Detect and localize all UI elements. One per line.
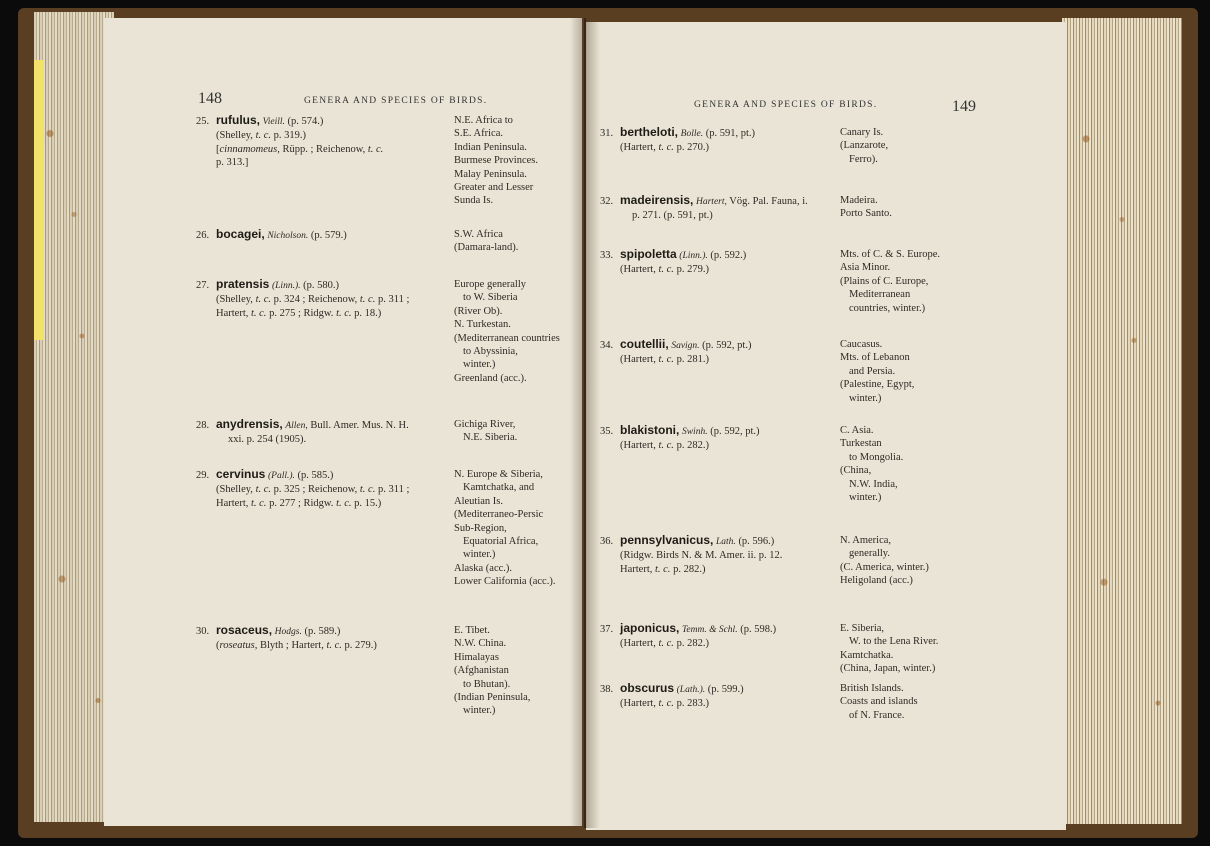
entry-heading-line: [196, 418, 409, 433]
entry-number: 30.: [196, 626, 210, 637]
citation-abbrev: t. c.: [658, 698, 674, 710]
range-line: winter.): [463, 359, 496, 371]
reference-text: (Shelley,: [216, 294, 256, 306]
reference-text: p. 325 ; Reichenow,: [271, 484, 360, 496]
species-name: coutellii,: [620, 337, 669, 351]
species-entry: [196, 468, 409, 510]
range-line: (Plains of C. Europe,: [840, 275, 929, 287]
species-name: bocagei,: [216, 227, 265, 241]
author-name: Vieill.: [262, 117, 285, 127]
range-line: (China, Japan, winter.): [840, 663, 936, 675]
distribution-range: [840, 248, 940, 315]
range-line: Himalayas: [454, 651, 499, 663]
citation-abbrev: cinnamomeus,: [219, 143, 280, 155]
range-line: Mts. of C. & S. Europe.: [840, 249, 941, 260]
reference-text: (Shelley,: [216, 130, 256, 142]
reference-text: (p. 596.): [735, 536, 775, 547]
range-line: Asia Minor.: [840, 262, 891, 274]
author-name: Savign.: [671, 341, 700, 351]
distribution-range: [840, 534, 929, 588]
entry-reference-line: [600, 141, 755, 154]
reference-text: Bull. Amer. Mus. N. H.: [307, 420, 409, 431]
reference-text: (Hartert,: [620, 698, 659, 710]
reference-text: p. 283.): [673, 698, 709, 710]
citation-abbrev: t. c.: [255, 484, 272, 496]
range-line: E. Siberia,: [840, 623, 885, 634]
range-line: Porto Santo.: [840, 208, 892, 220]
entry-reference-line: [600, 563, 782, 576]
citation-abbrev: t. c.: [250, 307, 267, 319]
citation-abbrev: t. c.: [326, 640, 342, 652]
distribution-range: [840, 338, 914, 405]
citation-abbrev: t. c.: [255, 294, 272, 306]
right-page: [586, 22, 1066, 830]
entry-heading-line: [196, 468, 409, 483]
species-name: rosaceus,: [216, 623, 273, 637]
left-page: [104, 18, 582, 826]
entry-number: 32.: [600, 196, 614, 207]
species-name: rufulus,: [216, 113, 260, 127]
range-line: S.W. Africa: [454, 229, 503, 240]
reference-text: (p. 579.): [308, 230, 347, 241]
range-line: N. Turkestan.: [454, 319, 511, 331]
range-line: Canary Is.: [840, 127, 884, 138]
reference-text: p. 270.): [673, 142, 709, 154]
entry-reference-line: [196, 143, 383, 156]
author-name: Swinh.: [681, 427, 708, 437]
range-line: (Indian Peninsula,: [454, 692, 531, 704]
range-line: N.W. China.: [454, 638, 507, 650]
entry-reference-line: [600, 549, 782, 562]
range-line: E. Tibet.: [454, 625, 490, 636]
entry-reference-line: [196, 483, 409, 496]
entry-number: 29.: [196, 470, 210, 481]
page-number: 149: [952, 98, 976, 115]
reference-text: p. 277 ; Ridgw.: [266, 497, 337, 509]
author-name: (Linn.).: [679, 251, 708, 261]
range-line: generally.: [849, 548, 891, 560]
reference-text: p. 319.): [271, 130, 307, 142]
range-line: British Islands.: [840, 683, 904, 694]
entry-number: 28.: [196, 420, 210, 431]
entry-number: 27.: [196, 280, 210, 291]
range-line: (China,: [840, 465, 872, 477]
reference-text: Blyth ; Hartert,: [257, 640, 327, 652]
reference-text: p. 282.): [670, 563, 706, 575]
citation-abbrev: t. c.: [359, 294, 376, 306]
range-line: Europe generally: [454, 279, 527, 290]
range-line: N.E. Africa to: [454, 115, 513, 126]
range-line: Ferro).: [849, 153, 878, 165]
entry-heading-line: [600, 194, 808, 209]
range-line: Heligoland (acc.): [840, 575, 913, 587]
left-page-edges: [34, 12, 114, 822]
entry-heading-line: [196, 228, 347, 243]
range-line: Kamtchatka, and: [463, 482, 535, 494]
species-entry: [600, 194, 808, 223]
entry-number: 34.: [600, 340, 614, 351]
species-entry: [600, 622, 776, 651]
species-name: blakistoni,: [620, 423, 680, 437]
range-line: Madeira.: [840, 195, 878, 206]
running-header: GENERA AND SPECIES OF BIRDS.: [304, 96, 488, 106]
distribution-range: [454, 278, 560, 385]
citation-abbrev: t. c.: [367, 143, 384, 155]
reference-text: (p. 598.): [737, 624, 777, 635]
citation-abbrev: t. c.: [658, 354, 674, 366]
species-name: japonicus,: [620, 621, 680, 635]
entry-reference-line: [196, 639, 377, 652]
range-line: Sub-Region,: [454, 522, 507, 534]
entry-reference-line: [600, 637, 776, 650]
citation-abbrev: t. c.: [250, 497, 267, 509]
citation-abbrev: t. c.: [336, 497, 352, 509]
reference-text: (p. 580.): [300, 280, 339, 291]
entry-heading-line: [600, 248, 746, 263]
reference-text: Hartert,: [216, 307, 251, 319]
range-line: to Abyssinia,: [463, 346, 518, 358]
species-name: cervinus: [216, 467, 266, 481]
range-line: (C. America, winter.): [840, 561, 929, 573]
entry-number: 35.: [600, 426, 614, 437]
entry-number: 36.: [600, 536, 614, 547]
range-line: Mediterranean: [849, 289, 911, 301]
bookmark-strip: [34, 60, 44, 340]
entry-reference-line: [196, 129, 383, 142]
reference-text: (p. 591, pt.): [703, 128, 755, 139]
range-line: (Damara-land).: [454, 242, 519, 254]
species-entry: [196, 418, 409, 447]
range-line: (Palestine, Egypt,: [840, 379, 915, 391]
reference-text: (p. 592, pt.): [699, 340, 752, 351]
species-name: madeirensis,: [620, 193, 694, 207]
reference-text: (p. 574.): [284, 116, 324, 127]
distribution-range: [454, 418, 517, 445]
entry-heading-line: [600, 338, 751, 353]
author-name: (Lath.).: [676, 685, 706, 695]
range-line: (River Ob).: [454, 305, 503, 317]
range-line: to W. Siberia: [463, 292, 518, 304]
species-entry: [196, 624, 377, 653]
citation-abbrev: t. c.: [658, 142, 674, 154]
entry-heading-line: [196, 114, 383, 129]
species-entry: [600, 248, 746, 277]
author-name: Lath.: [716, 537, 736, 547]
range-line: winter.): [463, 549, 496, 561]
reference-text: (p. 592.): [707, 250, 747, 261]
species-entry: [196, 228, 347, 243]
species-entry: [196, 278, 409, 320]
distribution-range: [840, 682, 918, 722]
species-entry: [600, 682, 744, 711]
species-name: bertheloti,: [620, 125, 679, 139]
reference-text: p. 18.): [351, 307, 382, 319]
range-line: Greater and Lesser: [454, 182, 534, 194]
reference-text: (p. 599.): [705, 684, 744, 695]
range-line: (Mediterranean countries: [454, 332, 560, 344]
range-line: Alaska (acc.).: [454, 562, 513, 574]
reference-text: (Hartert,: [620, 354, 659, 366]
reference-text: p. 311 ;: [375, 484, 410, 496]
reference-text: (: [216, 640, 220, 652]
distribution-range: [840, 622, 938, 676]
reference-text: (p. 589.): [301, 626, 341, 637]
range-line: Indian Peninsula.: [454, 141, 527, 153]
entry-heading-line: [600, 126, 755, 141]
citation-abbrev: t. c.: [658, 264, 674, 276]
range-line: Burmese Provinces.: [454, 155, 538, 167]
species-name: spipoletta: [620, 247, 677, 261]
distribution-range: [454, 624, 530, 718]
running-header: GENERA AND SPECIES OF BIRDS.: [694, 100, 878, 110]
reference-text: Hartert,: [620, 563, 655, 575]
range-line: winter.): [849, 392, 882, 404]
citation-abbrev: t. c.: [255, 130, 272, 142]
reference-text: (Hartert,: [620, 638, 659, 650]
range-line: N.E. Siberia.: [463, 432, 518, 444]
reference-text: (Shelley,: [216, 484, 256, 496]
range-line: (Mediterraneo-Persic: [454, 509, 544, 521]
entry-reference-line: [196, 156, 383, 169]
entry-number: 26.: [196, 230, 210, 241]
range-line: Coasts and islands: [840, 696, 918, 708]
range-line: Kamtchatka.: [840, 649, 894, 661]
range-line: winter.): [849, 492, 882, 504]
range-line: C. Asia.: [840, 425, 874, 436]
range-line: Caucasus.: [840, 339, 883, 350]
author-name: (Linn.).: [271, 281, 301, 291]
species-name: pennsylvanicus,: [620, 533, 714, 547]
page-number: 148: [198, 90, 222, 107]
reference-text: [: [216, 143, 220, 155]
author-name: (Pall.).: [267, 471, 295, 481]
entry-reference-line: [196, 293, 409, 306]
range-line: Aleutian Is.: [454, 495, 503, 507]
reference-text: Rüpp. ; Reichenow,: [279, 143, 368, 155]
entry-reference-line: [196, 433, 409, 446]
entry-reference-line: [600, 697, 744, 710]
reference-text: p. 282.): [673, 440, 709, 452]
range-line: to Mongolia.: [849, 451, 904, 463]
reference-text: p. 282.): [673, 638, 709, 650]
author-name: Temm. & Schl.: [681, 625, 738, 635]
range-line: Equatorial Africa,: [463, 536, 539, 548]
entry-number: 33.: [600, 250, 614, 261]
range-line: winter.): [463, 705, 496, 717]
reference-text: p. 313.]: [216, 157, 249, 169]
entry-number: 38.: [600, 684, 614, 695]
reference-text: p. 279.): [341, 640, 377, 652]
citation-abbrev: roseatus,: [219, 640, 258, 652]
reference-text: p. 15.): [351, 497, 382, 509]
range-line: Greenland (acc.).: [454, 372, 527, 384]
entry-number: 37.: [600, 624, 614, 635]
entry-reference-line: [600, 263, 746, 276]
range-line: (Afghanistan: [454, 665, 509, 677]
distribution-range: [454, 468, 555, 589]
range-line: N.W. India,: [849, 478, 898, 490]
entry-heading-line: [196, 624, 377, 639]
entry-reference-line: [196, 497, 409, 510]
species-entry: [600, 534, 782, 576]
citation-abbrev: t. c.: [359, 484, 376, 496]
citation-abbrev: t. c.: [654, 563, 671, 575]
reference-text: p. 275 ; Ridgw.: [266, 307, 337, 319]
reference-text: (Ridgw. Birds N. & M. Amer. ii. p. 12.: [620, 550, 783, 562]
citation-abbrev: t. c.: [336, 307, 352, 319]
reference-text: (Hartert,: [620, 142, 659, 154]
range-line: N. America,: [840, 535, 892, 546]
range-line: countries, winter.): [849, 302, 926, 314]
distribution-range: [454, 114, 538, 208]
entry-heading-line: [600, 424, 760, 439]
author-name: Allen,: [285, 421, 308, 431]
species-entry: [600, 338, 751, 367]
species-entry: [196, 114, 383, 170]
distribution-range: [840, 424, 903, 504]
range-line: Malay Peninsula.: [454, 168, 527, 180]
reference-text: (p. 585.): [294, 470, 334, 481]
reference-text: Hartert,: [216, 497, 251, 509]
range-line: Lower California (acc.).: [454, 576, 556, 588]
entry-reference-line: [196, 307, 409, 320]
species-name: obscurus: [620, 681, 675, 695]
author-name: Bolle.: [680, 129, 704, 139]
entry-reference-line: [600, 209, 808, 222]
reference-text: (Hartert,: [620, 440, 659, 452]
range-line: Mts. of Lebanon: [840, 352, 910, 364]
reference-text: (p. 592, pt.): [707, 426, 760, 437]
reference-text: xxi. p. 254 (1905).: [228, 434, 307, 446]
entry-heading-line: [196, 278, 409, 293]
entry-reference-line: [600, 439, 760, 452]
range-line: Gichiga River,: [454, 419, 516, 430]
author-name: Hartert,: [696, 197, 727, 207]
species-entry: [600, 126, 755, 155]
reference-text: p. 279.): [673, 264, 709, 276]
species-entry: [600, 424, 760, 453]
species-name: anydrensis,: [216, 417, 283, 431]
book-gutter: [570, 18, 600, 828]
entry-heading-line: [600, 534, 782, 549]
distribution-range: [840, 126, 888, 166]
reference-text: p. 281.): [673, 354, 709, 366]
reference-text: Vög. Pal. Fauna, i.: [726, 196, 808, 207]
author-name: Hodgs.: [274, 627, 302, 637]
entry-number: 31.: [600, 128, 614, 139]
range-line: of N. France.: [849, 709, 905, 721]
range-line: and Persia.: [849, 365, 896, 377]
distribution-range: [454, 228, 518, 255]
citation-abbrev: t. c.: [658, 638, 674, 650]
range-line: to Bhutan).: [463, 678, 511, 690]
entry-number: 25.: [196, 116, 210, 127]
range-line: Sunda Is.: [454, 195, 494, 207]
reference-text: (Hartert,: [620, 264, 659, 276]
range-line: W. to the Lena River.: [849, 636, 939, 648]
distribution-range: [840, 194, 892, 221]
range-line: S.E. Africa.: [454, 128, 503, 140]
citation-abbrev: t. c.: [658, 440, 674, 452]
reference-text: p. 311 ;: [375, 294, 410, 306]
range-line: N. Europe & Siberia,: [454, 469, 543, 480]
reference-text: p. 271. (p. 591, pt.): [632, 210, 713, 222]
species-name: pratensis: [216, 277, 270, 291]
entry-heading-line: [600, 682, 744, 697]
right-page-edges: [1062, 18, 1182, 824]
author-name: Nicholson.: [267, 231, 309, 241]
range-line: (Lanzarote,: [840, 140, 889, 152]
entry-reference-line: [600, 353, 751, 366]
range-line: Turkestan: [840, 438, 882, 450]
entry-heading-line: [600, 622, 776, 637]
reference-text: p. 324 ; Reichenow,: [271, 294, 360, 306]
